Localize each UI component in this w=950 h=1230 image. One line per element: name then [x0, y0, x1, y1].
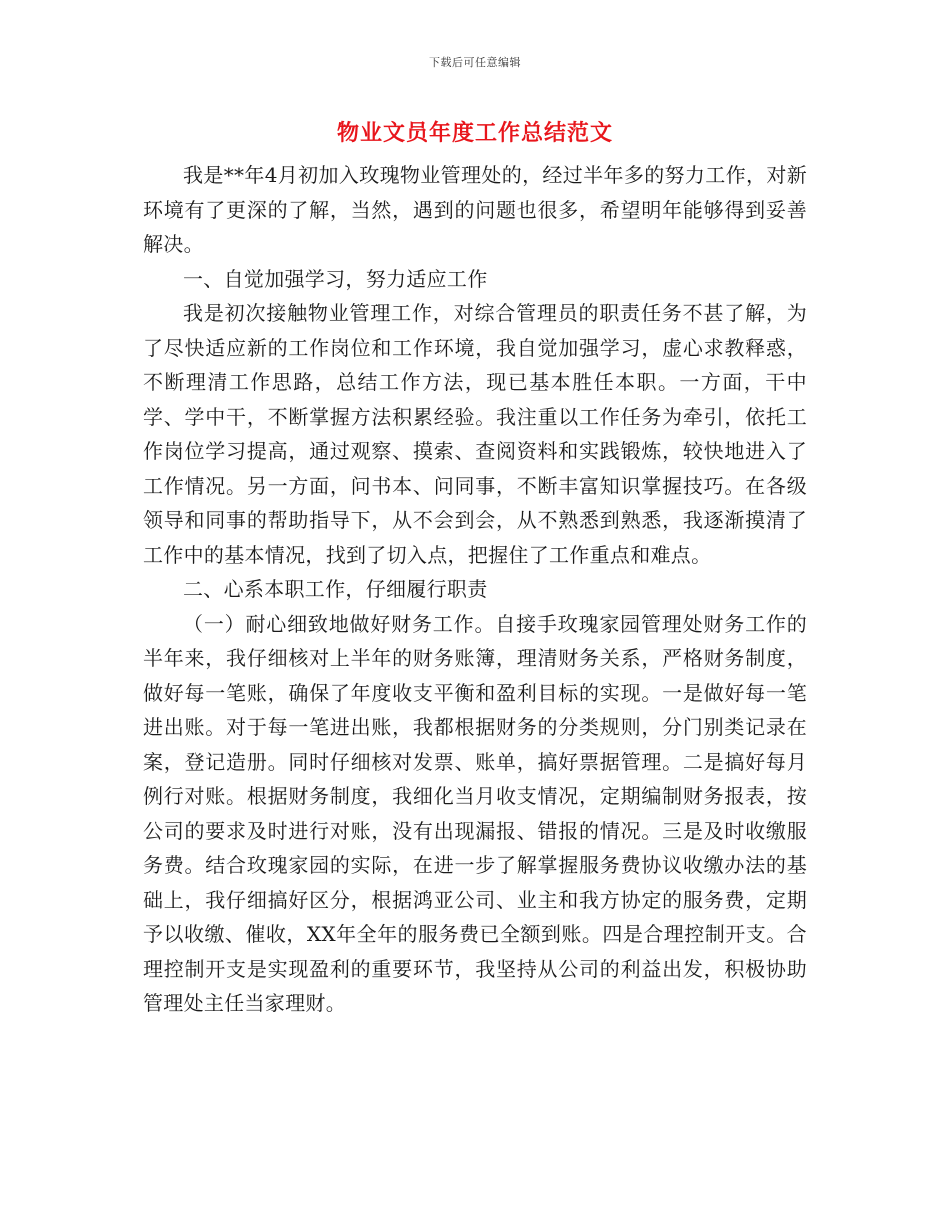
section-heading-1: 一、自觉加强学习，努力适应工作	[183, 266, 488, 291]
paragraph-finance: （一）耐心细致地做好财务工作。自接手玫瑰家园管理处财务工作的半年来，我仔细核对上半年的财务账簿，理清财务关系，严格财务制度，做好每一笔账，确保了年度收支平衡和盈利目标的实现。一是做好每一笔进出账。对于每一笔进出账，我都根据财务的分类规则，分门别类记录在案，登记造册。同时仔细核对发票、账单，搞好票据管理。二是搞好每月例行对账。根据财务制度，我细化当月收支情况，定期编制财务报表，按公司的要求及时进行对账，没有出现漏报、错报的情况。三是及时收缴服务费。结合玫瑰家园的实际，在进一步了解掌握服务费协议收缴办法的基础上，我仔细搞好区分，根据鸿亚公司、业主和我方协定的服务费，定期予以收缴、催收，XX年全年的服务费已全额到账。四是合理控制开支。合理控制开支是实现盈利的重要环节，我坚持从公司的利益出发，积极协助管理处主任当家理财。	[143, 611, 807, 1015]
page-header-note: 下载后可任意编辑	[429, 56, 521, 69]
section-heading-2: 二、心系本职工作，仔细履行职责	[183, 577, 488, 601]
document-title: 物业文员年度工作总结范文	[336, 120, 613, 146]
paragraph-learning: 我是初次接触物业管理工作，对综合管理员的职责任务不甚了解，为了尽快适应新的工作岗位和工作环境，我自觉加强学习，虚心求教释惑，不断理清工作思路，总结工作方法，现已基本胜任本职。一方面，干中学、学中干，不断掌握方法积累经验。我注重以工作任务为牵引，依托工作岗位学习提高，通过观察、摸索、查阅资料和实践锻炼，较快地进入了工作情况。另一方面，问书本、问同事，不断丰富知识掌握技巧。在各级领导和同事的帮助指导下，从不会到会，从不熟悉到熟悉，我逐渐摸清了工作中的基本情况，找到了切入点，把握住了工作重点和难点。	[143, 301, 807, 567]
document-body	[143, 158, 807, 1021]
paragraph-intro: 我是**年4月初加入玫瑰物业管理处的，经过半年多的努力工作，对新环境有了更深的了解，当然，遇到的问题也很多，希望明年能够得到妥善解决。	[143, 163, 807, 256]
